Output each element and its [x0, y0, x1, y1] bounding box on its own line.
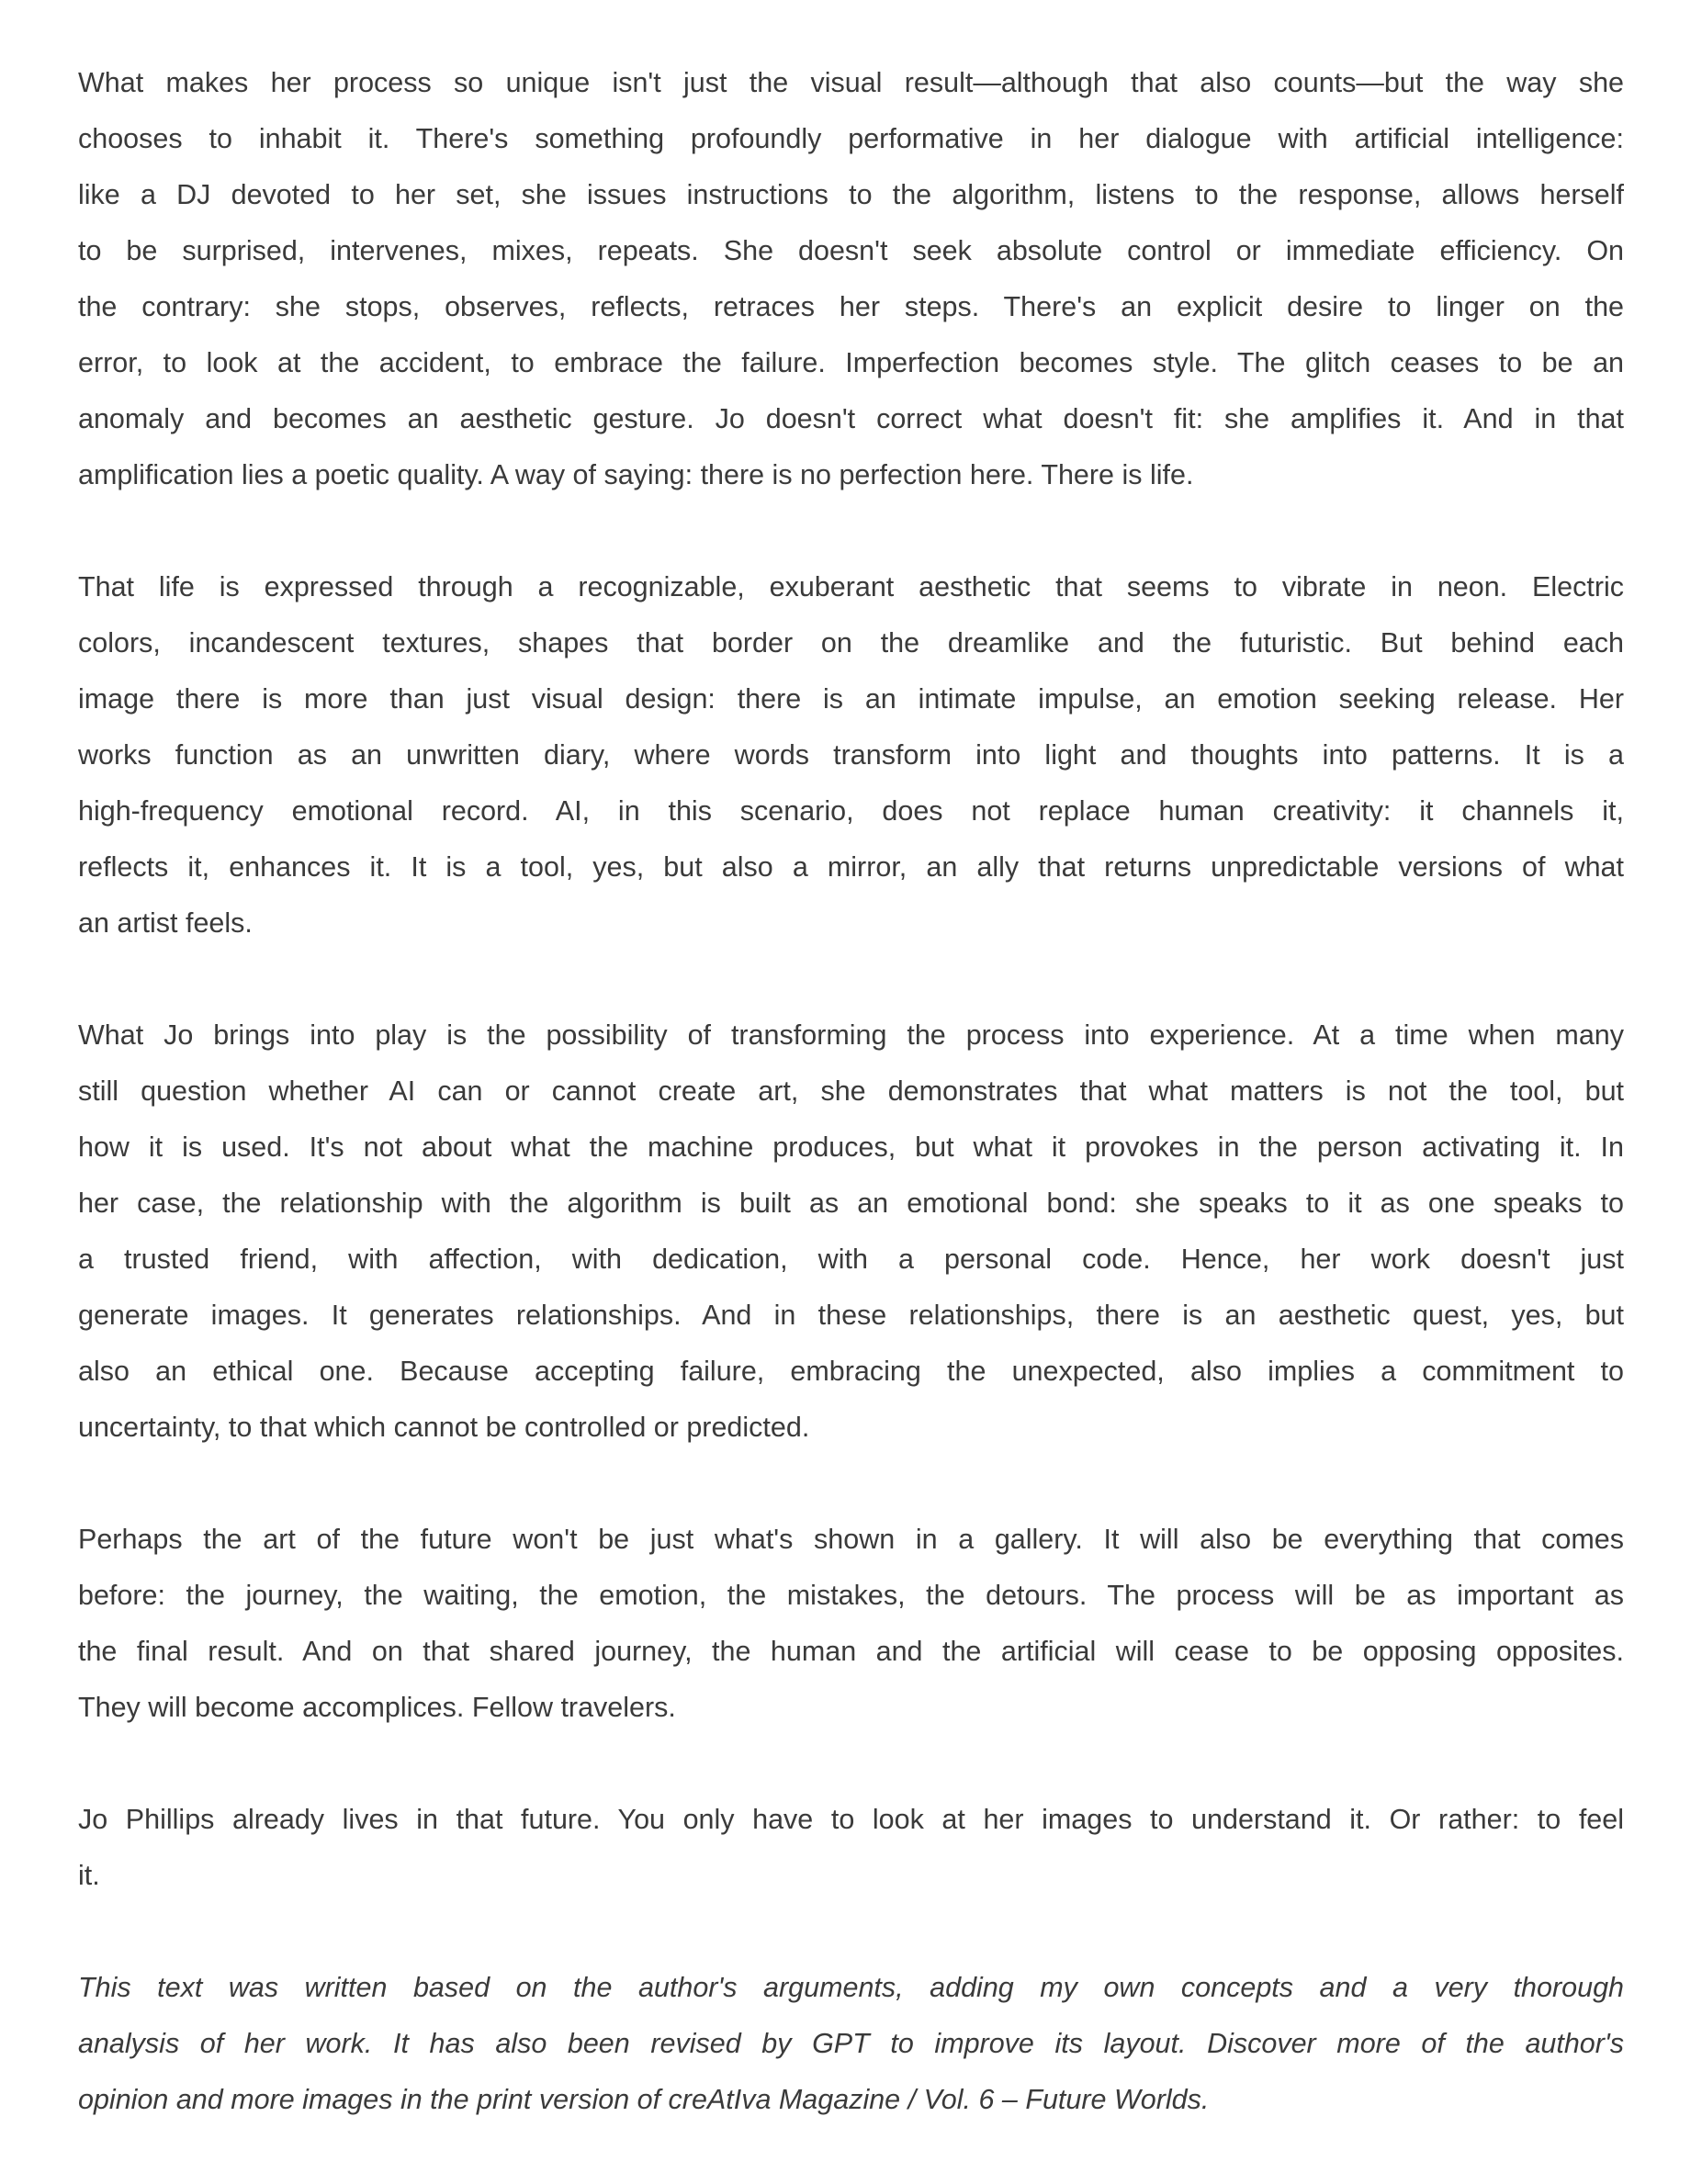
text-line: like a DJ devoted to her set, she issues instructions to the algorithm, listens to the response, allows herself: [78, 179, 1624, 210]
paragraph-conclusion: [78, 1792, 1624, 1904]
text-line: an artist feels.: [78, 907, 253, 939]
text-line: anomaly and becomes an aesthetic gesture. Jo doesn't correct what doesn't fit: she amplifies it. And in that: [78, 403, 1624, 434]
paragraph-aesthetic: [78, 559, 1624, 951]
text-line: also an ethical one. Because accepting failure, embracing the unexpected, also implies a commitment to: [78, 1356, 1624, 1387]
author-note: [78, 1960, 1624, 2128]
text-line: Jo Phillips already lives in that future. You only have to look at her images to understand it. Or rather: to feel: [78, 1804, 1624, 1835]
text-line: analysis of her work. It has also been revised by GPT to improve its layout. Discover more of the author's: [78, 2028, 1624, 2059]
text-line: a trusted friend, with affection, with dedication, with a personal code. Hence, her work doesn't just: [78, 1244, 1624, 1275]
text-line: error, to look at the accident, to embrace the failure. Imperfection becomes style. The glitch ceases to be an: [78, 347, 1624, 378]
text-line: image there is more than just visual design: there is an intimate impulse, an emotion seeking release. Her: [78, 683, 1624, 715]
text-line: to be surprised, intervenes, mixes, repeats. She doesn't seek absolute control or immediate efficiency. On: [78, 235, 1624, 266]
text-line: This text was written based on the author's arguments, adding my own concepts and a very thorough: [78, 1972, 1624, 2003]
text-line: the final result. And on that shared journey, the human and the artificial will cease to be opposing opposites.: [78, 1636, 1624, 1667]
text-line: the contrary: she stops, observes, reflects, retraces her steps. There's an explicit desire to linger on the: [78, 291, 1624, 322]
text-line: Perhaps the art of the future won't be just what's shown in a gallery. It will also be everything that comes: [78, 1524, 1624, 1555]
paragraph-process: [78, 55, 1624, 503]
text-line: generate images. It generates relationships. And in these relationships, there is an aesthetic quest, yes, but: [78, 1300, 1624, 1331]
text-line: how it is used. It's not about what the machine produces, but what it provokes in the person activating it. In: [78, 1131, 1624, 1163]
text-line: still question whether AI can or cannot create art, she demonstrates that what matters is not the tool, but: [78, 1075, 1624, 1107]
paragraph-experience: [78, 1008, 1624, 1456]
text-line: They will become accomplices. Fellow travelers.: [78, 1692, 676, 1723]
text-line: her case, the relationship with the algorithm is built as an emotional bond: she speaks to it as one speaks to: [78, 1188, 1624, 1219]
text-line: works function as an unwritten diary, where words transform into light and thoughts into patterns. It is a: [78, 739, 1624, 771]
text-line: amplification lies a poetic quality. A way of saying: there is no perfection here. There is life.: [78, 459, 1194, 490]
text-line: colors, incandescent textures, shapes that border on the dreamlike and the futuristic. But behind each: [78, 627, 1624, 659]
text-line: chooses to inhabit it. There's something profoundly performative in her dialogue with artificial intelligence:: [78, 123, 1624, 154]
text-line: it.: [78, 1860, 100, 1891]
text-line: opinion and more images in the print version of creAtIva Magazine / Vol. 6 – Future Worlds.: [78, 2084, 1210, 2115]
paragraph-future: [78, 1512, 1624, 1736]
text-line: That life is expressed through a recognizable, exuberant aesthetic that seems to vibrate in neon. Electric: [78, 571, 1624, 602]
text-line: reflects it, enhances it. It is a tool, yes, but also a mirror, an ally that returns unpredictable versions of what: [78, 851, 1624, 883]
text-line: high-frequency emotional record. AI, in this scenario, does not replace human creativity: it channels it,: [78, 795, 1624, 827]
text-line: What Jo brings into play is the possibility of transforming the process into experience. At a time when many: [78, 1019, 1624, 1051]
article-body: [78, 55, 1624, 2184]
text-line: uncertainty, to that which cannot be controlled or predicted.: [78, 1412, 810, 1443]
text-line: What makes her process so unique isn't just the visual result—although that also counts—but the way she: [78, 67, 1624, 98]
text-line: before: the journey, the waiting, the emotion, the mistakes, the detours. The process will be as important as: [78, 1580, 1624, 1611]
